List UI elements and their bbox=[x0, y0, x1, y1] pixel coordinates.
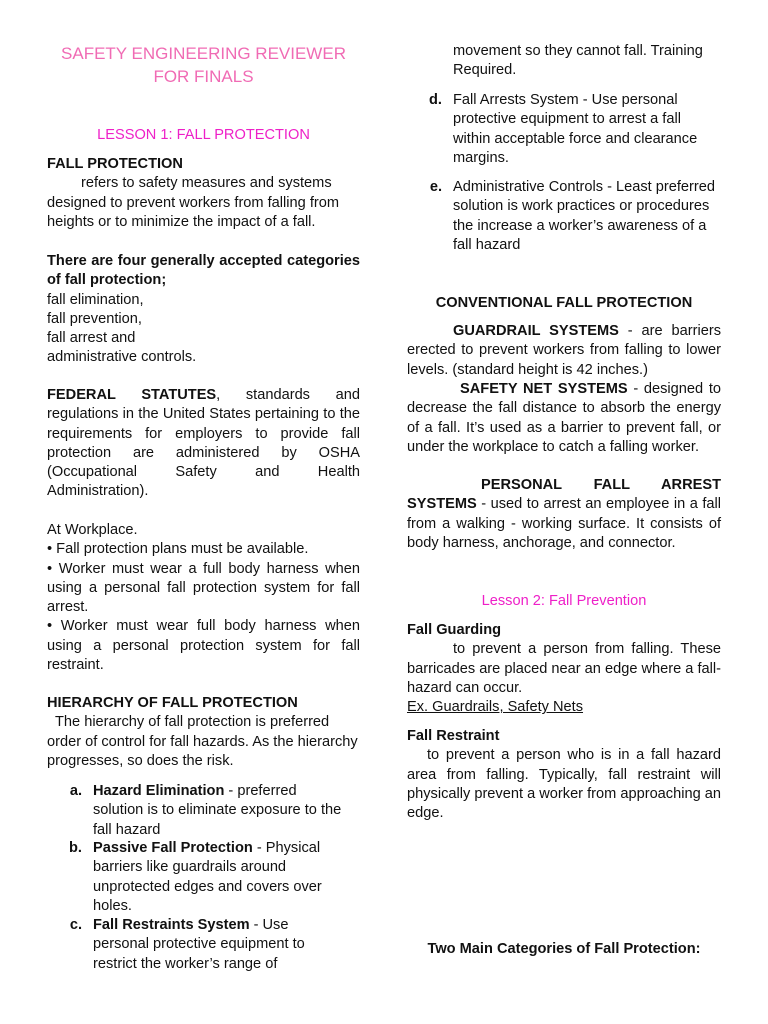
workplace-bullet: • Worker must wear a full body harness when using a personal fall protection system for fall arrest. bbox=[47, 560, 360, 616]
list-item-text: Administrative Controls - Least preferred solution is work practices or procedures the increase a worker’s awareness of a fall hazard bbox=[453, 179, 715, 253]
fall-guarding-definition: to prevent a person from falling. These barricades are placed near an edge where a fall-hazard can occur. bbox=[407, 641, 721, 696]
safety-net-text: - designed to decrease the fall distance to absorb the energy of a fall. It’s used as a barrier to prevent fall, or under the workplace to catch a falling worker. bbox=[407, 381, 722, 455]
list-item-text: - preferred solution is to eliminate exposure to the fall hazard bbox=[93, 783, 342, 838]
workplace-bullet: • Worker must wear full body harness when using a personal protection system for fall restraint. bbox=[47, 618, 360, 674]
federal-statutes-text: , standards and regulations in the United States pertaining to the requirements for employers to provide fall protection are administered by OSHA (Occupational Safety and Health Administration). bbox=[47, 387, 360, 500]
list-marker: d. bbox=[429, 92, 442, 108]
category-item: administrative controls. bbox=[47, 349, 197, 366]
list-marker: c. bbox=[69, 917, 82, 933]
fall-guarding-heading: Fall Guarding bbox=[407, 622, 502, 638]
fall-protection-section bbox=[47, 155, 360, 232]
category-item: fall arrest and bbox=[47, 330, 136, 347]
lesson-2-heading: Lesson 2: Fall Prevention bbox=[481, 593, 647, 609]
safety-net-label: SAFETY NET SYSTEMS bbox=[460, 381, 628, 397]
hierarchy-section bbox=[47, 694, 360, 771]
list-marker: a. bbox=[69, 783, 82, 799]
categories-section bbox=[47, 252, 360, 368]
pfa-label: PERSONAL FALL ARREST SYSTEMS bbox=[407, 477, 721, 513]
fall-restraint-definition: to prevent a person who is in a fall hazard area from falling. Typically, fall restraint will physically prevent a worker from approaching an edge. bbox=[407, 747, 721, 822]
title-line-2: FOR FINALS bbox=[153, 67, 254, 86]
category-item: fall prevention, bbox=[47, 310, 142, 327]
pfa-paragraph bbox=[407, 476, 721, 553]
fall-guarding-example: Ex. Guardrails, Safety Nets bbox=[407, 699, 584, 716]
workplace-heading: At Workplace. bbox=[47, 522, 138, 538]
four-categories-text: There are four generally accepted categories of fall protection; bbox=[47, 253, 360, 289]
conventional-heading bbox=[407, 294, 721, 313]
hierarchy-heading: HIERARCHY OF FALL PROTECTION bbox=[47, 695, 298, 711]
category-item: fall elimination, bbox=[47, 291, 144, 308]
fall-restraint-heading: Fall Restraint bbox=[407, 728, 500, 744]
hierarchy-definition: The hierarchy of fall protection is preferred order of control for fall hazards. As the hierarchy progresses, so does the risk. bbox=[47, 714, 358, 769]
guardrail-text: - are barriers erected to prevent workers from falling to lower levels. (standard height is 42 inches.) bbox=[407, 323, 721, 378]
list-marker: e. bbox=[429, 179, 442, 195]
safety-net-paragraph bbox=[407, 380, 721, 457]
federal-statutes-paragraph bbox=[47, 386, 360, 502]
workplace-section bbox=[47, 521, 360, 675]
list-item-text: - Physical barriers like guardrails around unprotected edges and covers over holes. bbox=[93, 840, 322, 914]
guardrail-label: GUARDRAIL SYSTEMS bbox=[453, 323, 619, 339]
pfa-text: - used to arrest an employee in a fall from a walking - working surface. It consists of body harness, anchorage, and connector. bbox=[407, 496, 721, 551]
fall-guarding-section bbox=[407, 621, 721, 717]
list-item-text: Fall Arrests System - Use personal protective equipment to arrest a fall within acceptable force and clearance margins. bbox=[453, 92, 698, 166]
list-marker: b. bbox=[69, 840, 82, 856]
fall-protection-heading: FALL PROTECTION bbox=[47, 156, 183, 172]
item-c-continuation: movement so they cannot fall. Training Required. bbox=[453, 43, 703, 79]
conventional-heading-text: CONVENTIONAL FALL PROTECTION bbox=[435, 295, 693, 311]
two-main-categories-text: Two Main Categories of Fall Protection: bbox=[427, 941, 701, 957]
federal-statutes-label: FEDERAL STATUTES bbox=[47, 387, 217, 403]
lesson-1-heading: LESSON 1: FALL PROTECTION bbox=[97, 127, 310, 143]
two-main-categories-heading bbox=[407, 940, 721, 959]
workplace-bullet: • Fall protection plans must be available. bbox=[47, 541, 309, 558]
list-item-title: Fall Restraints System bbox=[93, 917, 250, 933]
fall-restraint-section bbox=[407, 727, 721, 823]
list-item-title: Hazard Elimination bbox=[93, 783, 225, 799]
document-title bbox=[47, 42, 360, 88]
guardrail-paragraph bbox=[407, 322, 721, 380]
fall-protection-definition: refers to safety measures and systems designed to prevent workers from falling from heights or to minimize the impact of a fall. bbox=[47, 175, 340, 230]
list-item-title: Passive Fall Protection bbox=[93, 840, 253, 856]
title-line-1: SAFETY ENGINEERING REVIEWER bbox=[61, 44, 346, 63]
list-item-text: - Use personal protective equipment to restrict the worker’s range of bbox=[93, 917, 305, 972]
